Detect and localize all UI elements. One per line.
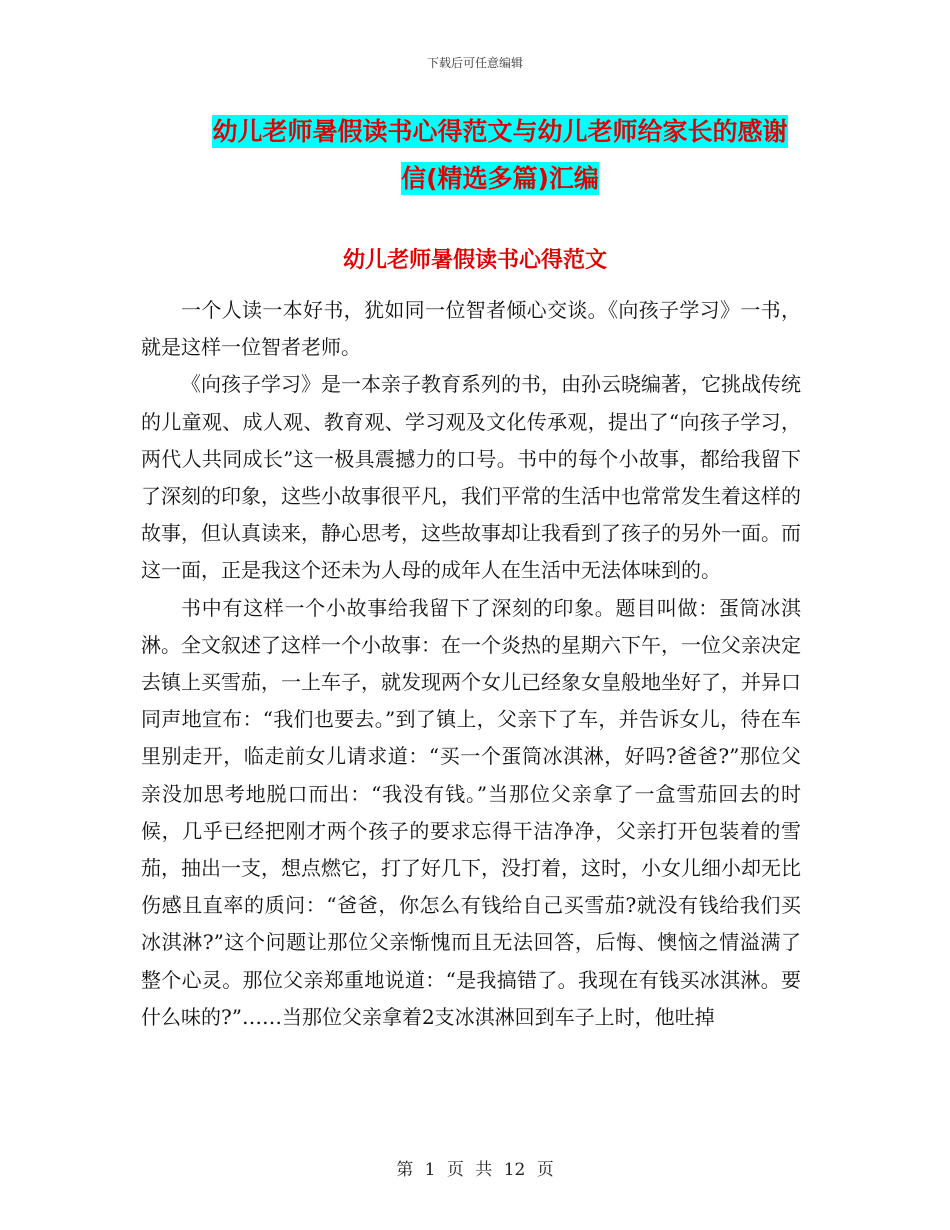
document-title-line-1: 幼儿老师暑假读书心得范文与幼儿老师给家长的感谢	[212, 117, 788, 146]
page-header-note: 下载后可任意编辑	[426, 56, 523, 70]
section-title: 幼儿老师暑假读书心得范文	[342, 248, 607, 273]
paragraph: 书中有这样一个小故事给我留下了深刻的印象。题目叫做：蛋筒冰淇淋。全文叙述了这样一个小故事：在一个炎热的星期六下午，一位父亲决定去镇上买雪茄，一上车子，就发现两个女儿已经象女皇般地坐好了，并异口同声地宣布：“我们也要去。”到了镇上，父亲下了车，并告诉女儿，待在车里别走开，临走前女儿请求道：“买一个蛋筒冰淇淋，好吗?爸爸?”那位父亲没加思考地脱口而出：“我没有钱。”当那位父亲拿了一盒雪茄回去的时候，几乎已经把刚才两个孩子的要求忘得干洁净净，父亲打开包装着的雪茄，抽出一支，想点燃它，打了好几下，没打着，这时，小女儿细小却无比伤感且直率的质问：“爸爸，你怎么有钱给自己买雪茄?就没有钱给我们买冰淇淋?”这个问题让那位父亲惭愧而且无法回答，后悔、懊恼之情溢满了整个心灵。那位父亲郑重地说道：“是我搞错了。我现在有钱买冰淇淋。要什么味的?”……当那位父亲拿着2支冰淇淋回到车子上时，他吐掉	[141, 595, 801, 1029]
document-body	[141, 292, 801, 1036]
page-number: 第 1 页 共 12 页	[396, 1160, 554, 1180]
paragraph: 一个人读一本好书，犹如同一位智者倾心交谈。《向孩子学习》一书，就是这样一位智者老师。	[141, 298, 801, 360]
document-title	[150, 108, 850, 202]
document-title-line-2: 信(精选多篇)汇编	[401, 164, 599, 193]
paragraph: 《向孩子学习》是一本亲子教育系列的书，由孙云晓编著，它挑战传统的儿童观、成人观、教育观、学习观及文化传承观，提出了“向孩子学习，两代人共同成长”这一极具震撼力的口号。书中的每个小故事，都给我留下了深刻的印象，这些小故事很平凡，我们平常的生活中也常常发生着这样的故事，但认真读来，静心思考，这些故事却让我看到了孩子的另外一面。而这一面，正是我这个还未为人母的成年人在生活中无法体味到的。	[141, 372, 801, 583]
